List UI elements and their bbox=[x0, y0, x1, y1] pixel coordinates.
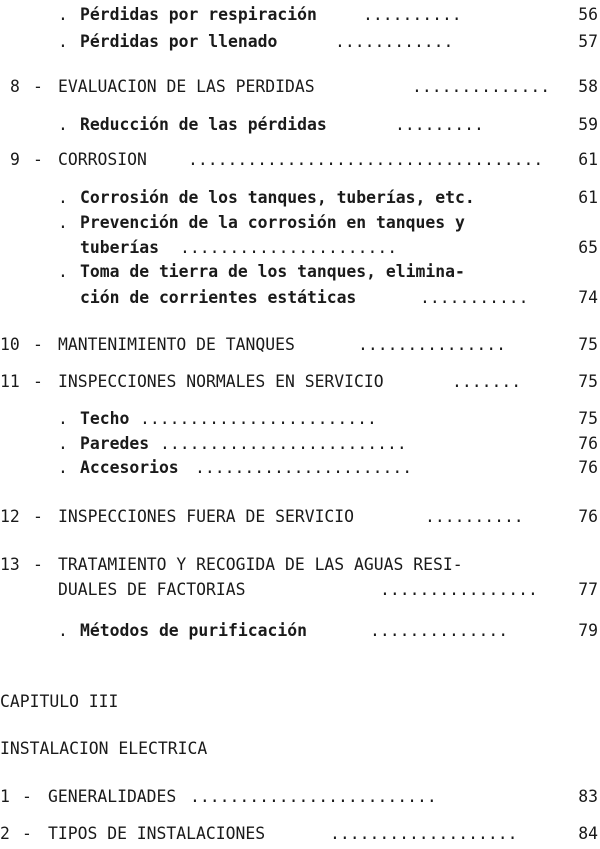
toc-row-tratamiento-2 bbox=[0, 578, 600, 602]
toc-row-toma-tierra-1 bbox=[0, 260, 600, 284]
bullet: . bbox=[58, 458, 68, 477]
page-number: 56 bbox=[578, 5, 598, 24]
leader-dots: ......................... bbox=[160, 434, 407, 453]
page-number: 61 bbox=[578, 150, 598, 169]
page-number: 76 bbox=[578, 458, 598, 477]
leader-dots: ................... bbox=[330, 824, 518, 843]
page-number: 84 bbox=[578, 824, 598, 843]
leader-dots: .......... bbox=[363, 5, 462, 24]
leader-dots: ...................... bbox=[195, 458, 413, 477]
entry-text: Reducción de las pérdidas bbox=[80, 115, 327, 134]
entry-text: Corrosión de los tanques, tuberías, etc. bbox=[80, 188, 475, 207]
page-number: 58 bbox=[578, 77, 598, 96]
section-number: 9 bbox=[10, 150, 20, 169]
page-number: 76 bbox=[578, 507, 598, 526]
section-number: 10 bbox=[0, 335, 20, 354]
toc-row-reduccion-perdidas bbox=[0, 113, 600, 137]
chapter-heading bbox=[0, 690, 600, 714]
bullet: . bbox=[58, 32, 68, 51]
entry-text: Pérdidas por llenado bbox=[80, 32, 278, 51]
toc-row-tipos-instalaciones bbox=[0, 822, 600, 846]
page-number: 74 bbox=[578, 288, 598, 307]
toc-row-perdidas-respiracion bbox=[0, 3, 600, 27]
entry-text: GENERALIDADES bbox=[48, 787, 177, 806]
toc-row-toma-tierra-2 bbox=[0, 286, 600, 310]
section-number: 13 bbox=[0, 555, 20, 574]
entry-text: MANTENIMIENTO DE TANQUES bbox=[58, 335, 295, 354]
toc-row-techo bbox=[0, 407, 600, 431]
entry-text: ción de corrientes estáticas bbox=[80, 288, 357, 307]
toc-row-evaluacion-perdidas bbox=[0, 75, 600, 99]
toc-row-prevencion-corrosion-2 bbox=[0, 236, 600, 260]
entry-text: TIPOS DE INSTALACIONES bbox=[48, 824, 266, 843]
dash: - bbox=[33, 150, 43, 169]
leader-dots: ......................... bbox=[190, 787, 437, 806]
dash: - bbox=[33, 77, 43, 96]
bullet: . bbox=[58, 5, 68, 24]
entry-text: INSPECCIONES NORMALES EN SERVICIO bbox=[58, 372, 384, 391]
leader-dots: .............. bbox=[412, 77, 551, 96]
entry-text: Pérdidas por respiración bbox=[80, 5, 317, 24]
entry-text: CORROSION bbox=[58, 150, 147, 169]
section-number: 12 bbox=[0, 507, 20, 526]
dash: - bbox=[22, 824, 32, 843]
dash: - bbox=[33, 555, 43, 574]
bullet: . bbox=[58, 434, 68, 453]
toc-row-inspecciones-normales bbox=[0, 370, 600, 394]
page-number: 76 bbox=[578, 434, 598, 453]
toc-row-perdidas-llenado bbox=[0, 30, 600, 54]
leader-dots: ........... bbox=[420, 288, 529, 307]
bullet: . bbox=[58, 188, 68, 207]
entry-text: EVALUACION DE LAS PERDIDAS bbox=[58, 77, 315, 96]
leader-dots: ............... bbox=[358, 335, 507, 354]
toc-row-corrosion-tanques bbox=[0, 186, 600, 210]
leader-dots: ................ bbox=[380, 580, 538, 599]
entry-text: Métodos de purificación bbox=[80, 621, 307, 640]
dash: - bbox=[33, 335, 43, 354]
toc-row-corrosion bbox=[0, 148, 600, 172]
toc-row-prevencion-corrosion-1 bbox=[0, 211, 600, 235]
leader-dots: ...................... bbox=[180, 238, 398, 257]
section-number: 11 bbox=[0, 372, 20, 391]
dash: - bbox=[22, 787, 32, 806]
page-number: 75 bbox=[578, 409, 598, 428]
toc-row-tratamiento-1 bbox=[0, 553, 600, 577]
page-number: 75 bbox=[578, 372, 598, 391]
bullet: . bbox=[58, 262, 68, 281]
section-number: 8 bbox=[10, 77, 20, 96]
leader-dots: .................................... bbox=[188, 150, 544, 169]
entry-text: TRATAMIENTO Y RECOGIDA DE LAS AGUAS RESI- bbox=[58, 555, 463, 574]
page-number: 61 bbox=[578, 188, 598, 207]
leader-dots: ....... bbox=[452, 372, 522, 391]
dash: - bbox=[33, 507, 43, 526]
leader-dots: .............. bbox=[370, 621, 509, 640]
page-number: 75 bbox=[578, 335, 598, 354]
leader-dots: ......... bbox=[395, 115, 484, 134]
page-number: 83 bbox=[578, 787, 598, 806]
toc-row-metodos-purificacion bbox=[0, 619, 600, 643]
entry-text: INSPECCIONES FUERA DE SERVICIO bbox=[58, 507, 355, 526]
page-number: 57 bbox=[578, 32, 598, 51]
leader-dots: .......... bbox=[425, 507, 524, 526]
chapter-subject-title: INSTALACION ELECTRICA bbox=[0, 739, 208, 758]
toc-row-mantenimiento-tanques bbox=[0, 333, 600, 357]
chapter-subject bbox=[0, 737, 600, 761]
bullet: . bbox=[58, 409, 68, 428]
page-number: 77 bbox=[578, 580, 598, 599]
entry-text: tuberías bbox=[80, 238, 159, 257]
toc-row-paredes bbox=[0, 432, 600, 456]
leader-dots: ........................ bbox=[140, 409, 377, 428]
section-number: 2 bbox=[0, 824, 10, 843]
page-number: 79 bbox=[578, 621, 598, 640]
bullet: . bbox=[58, 213, 68, 232]
bullet: . bbox=[58, 115, 68, 134]
entry-text: Accesorios bbox=[80, 458, 179, 477]
entry-text: DUALES DE FACTORIAS bbox=[58, 580, 246, 599]
leader-dots: ............ bbox=[335, 32, 454, 51]
chapter-title: CAPITULO III bbox=[0, 692, 119, 711]
page-number: 59 bbox=[578, 115, 598, 134]
dash: - bbox=[33, 372, 43, 391]
toc-row-generalidades bbox=[0, 785, 600, 809]
bullet: . bbox=[58, 621, 68, 640]
section-number: 1 bbox=[0, 787, 10, 806]
toc-row-inspecciones-fuera bbox=[0, 505, 600, 529]
entry-text: Toma de tierra de los tanques, elimina- bbox=[80, 262, 465, 281]
entry-text: Techo bbox=[80, 409, 130, 428]
entry-text: Paredes bbox=[80, 434, 150, 453]
page-number: 65 bbox=[578, 238, 598, 257]
entry-text: Prevención de la corrosión en tanques y bbox=[80, 213, 465, 232]
toc-row-accesorios bbox=[0, 456, 600, 480]
